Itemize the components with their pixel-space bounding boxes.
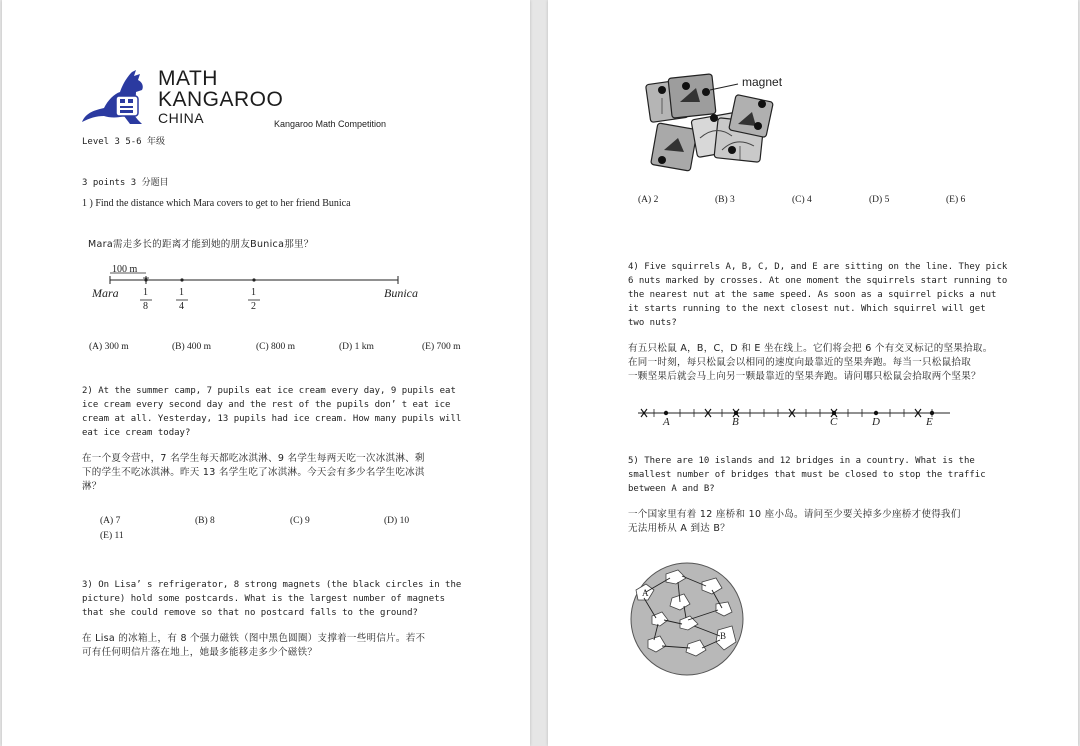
q5-label-b: B [720,631,727,641]
q3-zh2: 可有任何明信片落在地上，她最多能移走多少个磁铁？ [82,647,318,658]
q5-line2: smallest number of bridges that must be closed to stop the traffic [628,470,986,480]
q3-magnet-label: magnet [742,75,783,89]
q1-option-d: (D) 1 km [339,342,374,352]
q3-option-d: (D) 5 [869,195,890,205]
q2-option-d: (D) 10 [384,516,410,526]
q5-line1: 5) There are 10 islands and 12 bridges in a country. What is the [628,456,975,466]
q5-islands-map [628,560,746,678]
q3-option-c: (C) 4 [792,195,812,205]
q1-option-b: (B) 400 m [172,342,212,352]
q2-line1: 2) At the summer camp, 7 pupils eat ice cream every day, 9 pupils eat [82,386,456,396]
q3-line3: that she could remove so that no postcard falls to the ground? [82,608,418,618]
q5-zh1: 一个国家里有着 12 座桥和 10 座小岛。请问至少要关掉多少座桥才使得我们 [628,509,961,520]
logo-line-math: MATH [158,67,218,90]
q1-option-e: (E) 700 m [422,342,461,352]
q4-zh2: 在同一时刻，每只松鼠会以相同的速度向最靠近的坚果奔跑。每当一只松鼠拾取 [628,357,972,368]
q1-scale-label: 100 m [112,264,138,275]
q4-label-a: A [663,416,670,428]
q2-option-a: (A) 7 [100,516,121,526]
q2-zh1: 在一个夏令营中，7 名学生每天都吃冰淇淋、9 名学生每两天吃一次冰淇淋、剩 [82,453,425,464]
q1-frac3-num: 1 [251,287,256,298]
page-left [2,0,530,746]
q1-frac1-num: 1 [143,287,148,298]
q4-label-b: B [732,416,739,428]
q4-line5: two nuts? [628,318,677,328]
q1-frac2-num: 1 [179,287,184,298]
q3-zh1: 在 Lisa 的冰箱上，有 8 个强力磁铁（图中黑色圆圈）支撑着一些明信片。若不 [82,633,426,644]
q5-line3: between A and B? [628,484,715,494]
q3-option-b: (B) 3 [715,195,735,205]
q1-option-a: (A) 300 m [89,342,129,352]
q2-zh2: 下的学生不吃冰淇淋。昨天 13 名学生吃了冰淇淋。今天会有多少名学生吃冰淇 [82,467,425,478]
q4-label-d: D [872,416,880,428]
q1-option-c: (C) 800 m [256,342,296,352]
q4-squirrel-line [638,404,950,422]
q5-label-a: A [642,588,649,598]
q4-zh1: 有五只松鼠 A，B，C，D 和 E 坐在线上。它们将会把 6 个有交叉标记的坚果拾取。 [628,343,993,354]
q2-option-c: (C) 9 [290,516,310,526]
q3-line1: 3) On Lisa’ s refrigerator, 8 strong magnets (the black circles in the [82,580,462,590]
q4-zh3: 一颗坚果后就会马上向另一颗最靠近的坚果奔跑。请问哪只松鼠会拾取两个坚果？ [628,371,981,382]
q1-end-label: Bunica [384,286,418,300]
q4-line4: it starts running to the next closest nut. Which squirrel will get [628,304,986,314]
q2-zh3: 淋？ [82,481,102,492]
q1-frac1-den: 8 [143,301,148,312]
q2-option-b: (B) 8 [195,516,215,526]
q3-line2: picture) hold some postcards. What is the largest number of magnets [82,594,446,604]
logo-line-china: CHINA [158,110,205,126]
q4-label-c: C [830,416,838,428]
q2-line3: cream at all. Yesterday, 13 pupils had ice cream. How many pupils will [82,414,462,424]
q1-start-label: Mara [92,286,119,300]
section-heading: 3 points 3 分题目 [82,178,169,188]
q4-label-e: E [926,416,933,428]
q1-frac2-den: 4 [179,301,184,312]
q4-line1: 4) Five squirrels A, B, C, D, and E are sitting on the line. They pick [628,262,1008,272]
q1-zh: Mara需走多长的距离才能到她的朋友Bunica那里？ [88,239,314,250]
q1-text: 1 ) Find the distance which Mara covers to get to her friend Bunica [82,198,351,209]
q2-line2: ice cream every second day and the rest of the pupils don’ t eat ice [82,400,451,410]
q5-zh2: 无法用桥从 A 到达 B？ [628,523,730,534]
q2-line4: eat ice cream today? [82,428,191,438]
q4-line2: 6 nuts marked by crosses. At one moment the squirrels start running to [628,276,1008,286]
q3-option-a: (A) 2 [638,195,659,205]
page-right [548,0,1078,746]
kangaroo-logo-icon [80,68,154,128]
logo-line-kangaroo: KANGAROO [158,88,284,111]
q2-option-e: (E) 11 [100,531,124,541]
q4-line3: the nearest nut at the same speed. As soon as a squirrel picks a nut [628,290,997,300]
logo-tagline: Kangaroo Math Competition [274,119,387,129]
q1-frac3-den: 2 [251,301,256,312]
level-label: Level 3 5-6 年级 [82,137,166,147]
q3-option-e: (E) 6 [946,195,966,205]
